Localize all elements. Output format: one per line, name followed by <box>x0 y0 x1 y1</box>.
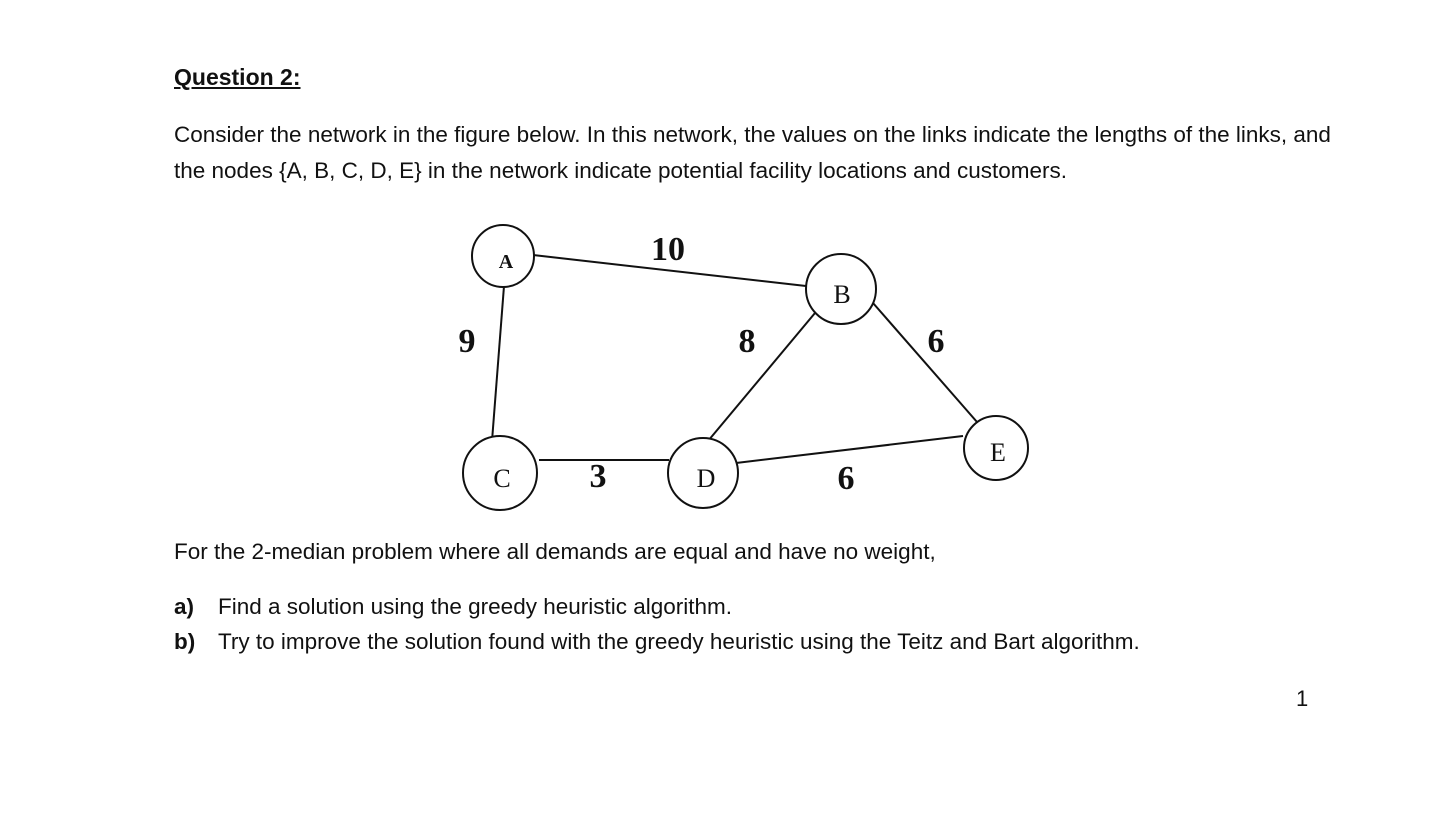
node-label-b: B <box>833 280 851 309</box>
task-item-text: Try to improve the solution found with the greedy heuristic using the Teitz and Bart algorithm. <box>218 629 1140 654</box>
task-item-a <box>174 594 732 620</box>
length-label-b-d: 8 <box>738 323 756 360</box>
node-label-d: D <box>696 464 716 493</box>
length-label-c-d: 3 <box>589 458 607 495</box>
length-label-a-b: 10 <box>651 231 685 268</box>
link-b-d <box>708 307 820 441</box>
length-label-d-e: 6 <box>837 460 855 497</box>
length-label-a-c: 9 <box>458 323 476 360</box>
link-d-e <box>736 436 963 463</box>
node-label-a: A <box>498 251 514 273</box>
task-item-marker: a) <box>174 594 195 619</box>
question-paragraph: Consider the network in the figure below. In this network, the values on the links indicate the lengths of the links, and the nodes {A, B, C, D, E} in the network indicate potential facility locations and customers. <box>174 122 1331 183</box>
question-title: Question 2: <box>174 64 301 90</box>
length-label-b-e: 6 <box>927 323 945 360</box>
task-intro: For the 2-median problem where all demands are equal and have no weight, <box>174 539 936 564</box>
task-item-text: Find a solution using the greedy heuristic algorithm. <box>218 594 733 619</box>
link-b-e <box>873 303 977 422</box>
task-item-b <box>174 629 1140 655</box>
task-item-marker: b) <box>174 629 196 654</box>
page-number: 1 <box>1296 686 1309 711</box>
node-label-c: C <box>493 464 511 493</box>
node-label-e: E <box>990 438 1006 467</box>
link-a-c <box>492 286 504 441</box>
